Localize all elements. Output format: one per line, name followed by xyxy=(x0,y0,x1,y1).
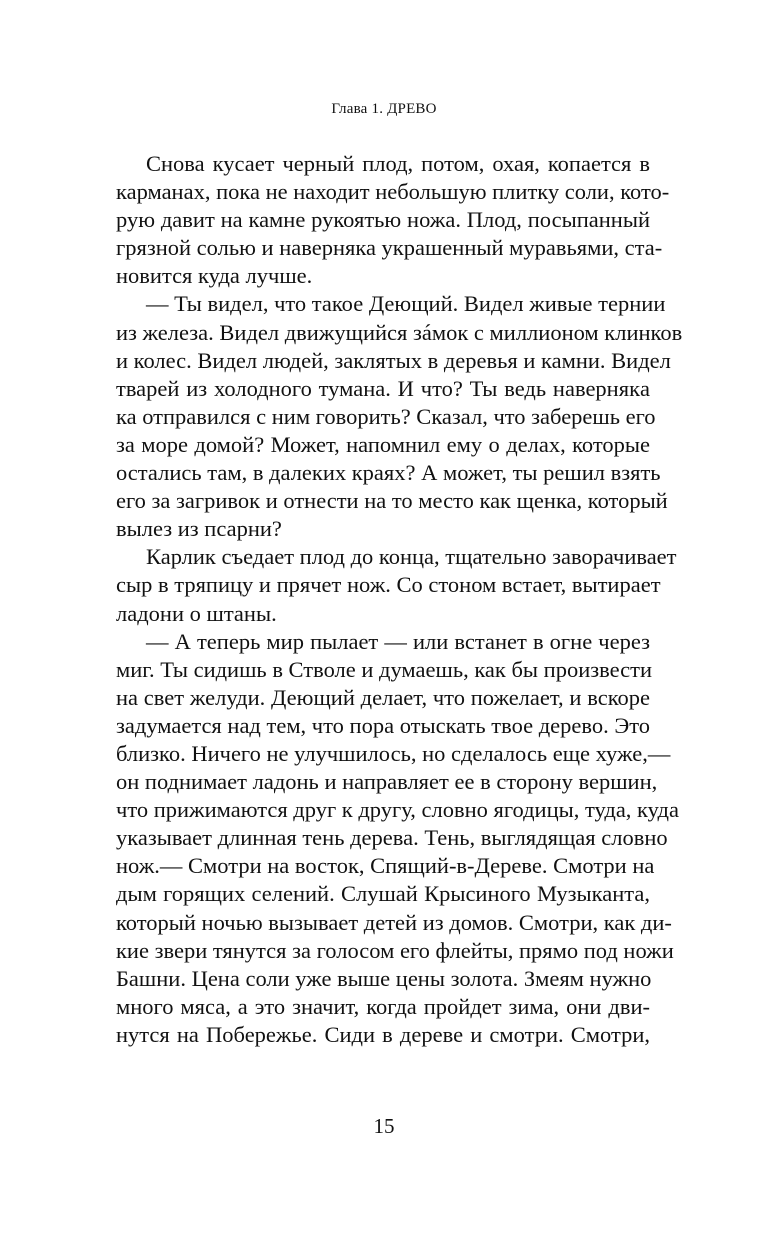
text-line: рую давит на камне рукоятью ножа. Плод, посыпанный xyxy=(116,207,650,233)
text-line: Снова кусает черный плод, потом, охая, копается в xyxy=(146,151,650,176)
text-line: который ночью вызывает детей из домов. Смотри, как ди- xyxy=(116,909,672,935)
text-line: сыр в тряпицу и прячет нож. Со стоном встает, вытирает xyxy=(116,572,661,598)
text-line: грязной солью и наверняка украшенный муравьями, ста- xyxy=(116,235,663,261)
text-line: остались там, в далеких краях? А может, ты решил взять xyxy=(116,460,661,486)
text-line: Карлик съедает плод до конца, тщательно заворачивает xyxy=(146,544,677,570)
text-line: на свет желуди. Деющий делает, что пожелает, и вскоре xyxy=(116,684,650,710)
running-head: Глава 1. ДРЕВО xyxy=(331,101,437,117)
text-line: из железа. Видел движущийся зáмок с миллионом клинков xyxy=(116,319,683,345)
text-line: его за загривок и отнести на то место как щенка, который xyxy=(116,488,668,514)
text-line: нож.— Смотри на восток, Спящий-в-Дереве. Смотри на xyxy=(116,853,655,879)
text-line: нутся на Побережье. Сиди в дереве и смотри. Смотри, xyxy=(116,1021,650,1047)
text-line: вылез из псарни? xyxy=(116,516,282,542)
text-line: ладони о штаны. xyxy=(116,600,277,626)
text-line: дым горящих селений. Слушай Крысиного Музыканта, xyxy=(116,881,650,907)
text-line: и колес. Видел людей, заклятых в деревья и камни. Видел xyxy=(116,347,671,373)
page-number: 15 xyxy=(373,1114,395,1138)
text-line: за море домой? Может, напомнил ему о делах, которые xyxy=(116,431,650,457)
text-line: новится куда лучше. xyxy=(116,263,313,289)
text-line: — А теперь мир пылает — или встанет в огне через xyxy=(146,628,650,654)
text-line: указывает длинная тень дерева. Тень, выглядящая словно xyxy=(116,825,668,851)
text-line: он поднимает ладонь и направляет ее в сторону вершин, xyxy=(116,769,658,795)
text-line: много мяса, а это значит, когда пройдет зима, они дви- xyxy=(116,993,650,1019)
text-line: что прижимаются друг к другу, словно ягодицы, туда, куда xyxy=(116,797,679,823)
body-text xyxy=(116,150,683,1049)
text-line: миг. Ты сидишь в Стволе и думаешь, как бы произвести xyxy=(116,656,653,682)
text-line: близко. Ничего не улучшилось, но сделалось еще хуже,— xyxy=(116,740,671,766)
text-line: тварей из холодного тумана. И что? Ты ведь навернякa xyxy=(116,375,650,401)
text-line: кие звери тянутся за голосом его флейты, прямо под ножи xyxy=(116,937,674,963)
text-line: ка отправился с ним говорить? Сказал, что заберешь его xyxy=(116,403,656,429)
text-line: карманах, пока не находит небольшую плитку соли, кото- xyxy=(116,179,670,205)
text-line: Башни. Цена соли уже выше цены золота. Змеям нужно xyxy=(116,965,652,991)
text-line: — Ты видел, что такое Деющий. Видел живые тернии xyxy=(146,291,666,317)
text-line: задумается над тем, что пора отыскать твое дерево. Это xyxy=(116,712,651,738)
